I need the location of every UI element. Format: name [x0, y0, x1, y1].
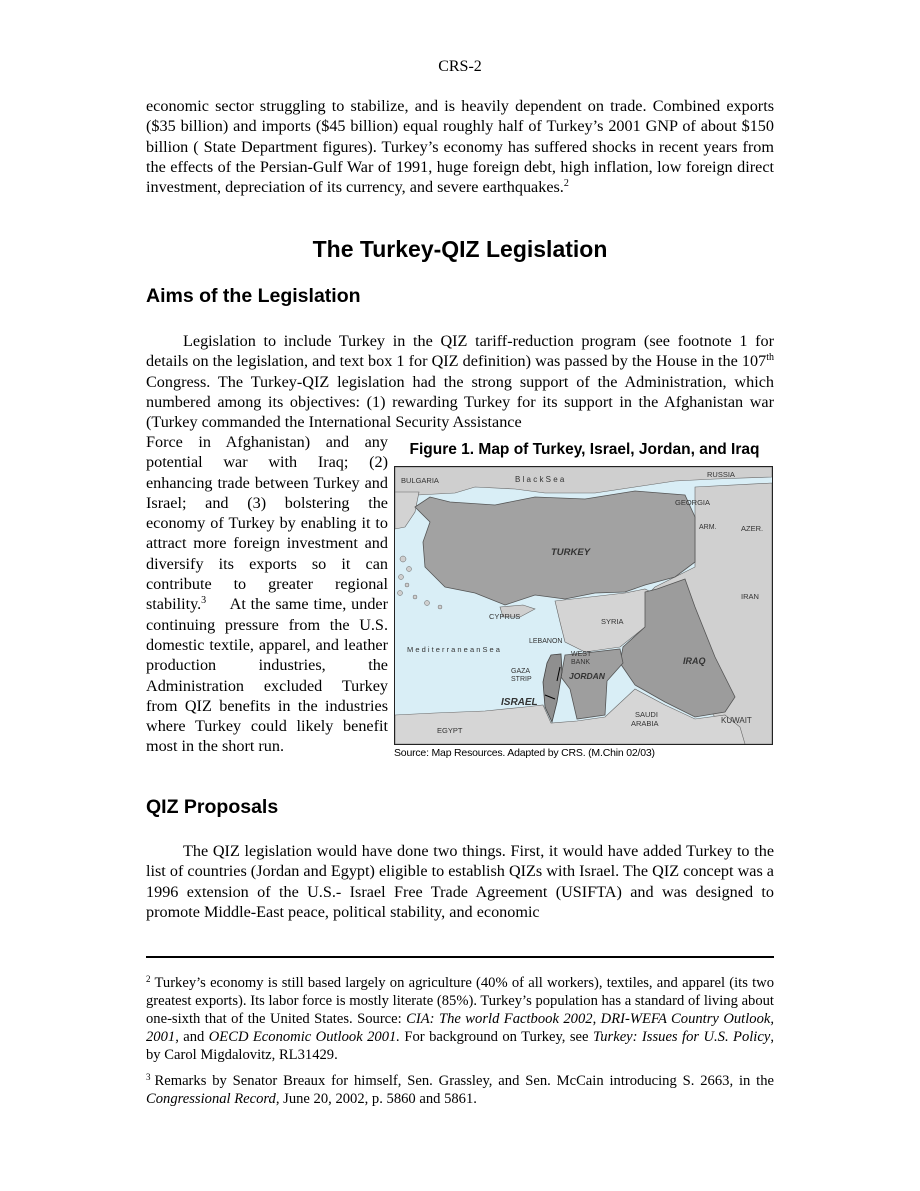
label-bank: BANK [571, 659, 591, 666]
citation-oecd: OECD Economic Outlook 2001. [208, 1029, 400, 1045]
figure-1 [394, 440, 775, 759]
label-cyprus: CYPRUS [489, 612, 521, 621]
label-arabia: ARABIA [631, 719, 659, 728]
label-jordan: JORDAN [569, 671, 605, 681]
proposals-text: The QIZ legislation would have done two things. First, it would have added Turkey to the list of countries (Jordan and Egypt) eligible to establish QIZs with Israel. The QIZ concept was a 1996 extension of the U.S.- Israel Free Trade Agreement (USIFTA) and was designed to promote Middle-East peace, political stability, and economic [146, 842, 774, 921]
figure-source: Source: Map Resources. Adapted by CRS. (M.Chin 02/03) [394, 747, 655, 759]
label-iraq: IRAQ [683, 656, 706, 666]
label-egypt: EGYPT [437, 726, 463, 735]
label-gaza: GAZA [511, 668, 531, 675]
citation-dri-wefa: DRI-WEFA Country Outlook, 2001 [146, 1011, 774, 1045]
map-turkey-israel-jordan-iraq [394, 466, 773, 745]
footnote-2-text: Turkey’s economy is still based largely on agriculture (40% of all workers), textiles, and apparel (its two greatest exports). Its labor force is mostly literate (85%). Turkey’s population has a standard of living about one-sixth that of the United States. Source: [146, 975, 774, 1027]
footnote-2-tail: , by Carol Migdalovitz, RL31429. [146, 1029, 774, 1063]
citation-cia-factbook: CIA: The world Factbook 2002 [406, 1011, 593, 1027]
footnote-ref-2[interactable]: 2 [563, 178, 569, 190]
page-header: CRS-2 [438, 58, 482, 75]
footnote-3-text: Remarks by Senator Breaux for himself, Sen. Grassley, and Sen. McCain introducing S. 2663, in the [154, 1073, 774, 1089]
aims-text-b: Congress. The Turkey-QIZ legislation had the strong support of the Administration, which numbered among its objectives: (1) rewarding Turkey for its support in the Afghanistan war (Turkey commanded the International Security Assistance [146, 372, 774, 432]
intro-paragraph [146, 96, 774, 197]
footnote-ref-3[interactable]: 3 [201, 595, 207, 607]
aims-text-c: Force in Afghanistan) and any potential war with Iraq; (2) enhancing trade between Turkey and Israel; and (3) bolstering the economy of Turkey by enabling it to attract more foreign investment and diversify its exports so it can contribute to greater regional stability. [146, 433, 388, 614]
aims-paragraph-top [146, 331, 774, 432]
proposals-heading: QIZ Proposals [146, 796, 279, 818]
label-russia: RUSSIA [707, 470, 735, 479]
footnote-divider [146, 956, 774, 958]
citation-turkey-issues: Turkey: Issues for U.S. Policy [592, 1029, 771, 1045]
label-georgia: GEORGIA [675, 498, 711, 507]
footnote-3-number: 3 [146, 1072, 151, 1082]
footnote-3-tail: , June 20, 2002, p. 5860 and 5861. [275, 1091, 477, 1107]
footnote-2-number: 2 [146, 974, 151, 984]
label-iran: IRAN [741, 592, 759, 601]
label-strip: STRIP [511, 676, 532, 683]
label-lebanon: LEBANON [529, 638, 563, 645]
section-title: The Turkey-QIZ Legislation [312, 236, 608, 262]
aims-text-a: Legislation to include Turkey in the QIZ tariff-reduction program (see footnote 1 for details on the legislation, and text box 1 for QIZ definition) was passed by the House in the 107 [146, 332, 774, 371]
footnote-2-sep-2: , and [175, 1029, 209, 1045]
footnote-2 [146, 974, 774, 1064]
footnote-2-sep-1: , [592, 1011, 601, 1027]
intro-text: economic sector struggling to stabilize, and is heavily dependent on trade. Combined exports ($35 billion) and imports ($45 billion) equal roughly half of Turkey’s 2001 GNP of about $150 billion ( State Department figures). Turkey’s economy has suffered shocks in recent years from the effects of the Persian-Gulf War of 1991, huge foreign debt, high inflation, low foreign direct investment, depreciation of its currency, and severe earthquakes. [146, 97, 774, 197]
citation-congressional-record: Congressional Record [146, 1091, 276, 1107]
label-armenia: ARM. [699, 524, 717, 531]
label-turkey: TURKEY [551, 547, 591, 558]
footnotes [146, 974, 774, 1116]
figure-title: Figure 1. Map of Turkey, Israel, Jordan, and Iraq [409, 441, 760, 458]
label-syria: SYRIA [601, 617, 624, 626]
label-azerbaijan: AZER. [741, 524, 764, 533]
ordinal-suffix: th [766, 352, 774, 364]
label-mediterranean-sea: M e d i t e r r a n e a n S e a [407, 645, 500, 654]
label-israel: ISRAEL [501, 697, 538, 708]
label-kuwait: KUWAIT [721, 716, 752, 725]
label-west: WEST [571, 651, 592, 658]
label-bulgaria: BULGARIA [401, 476, 439, 485]
aims-paragraph-wrap [146, 432, 388, 757]
aims-heading: Aims of the Legislation [146, 285, 361, 307]
footnote-2-sep-3: For background on Turkey, see [399, 1029, 593, 1045]
aims-text-d: At the same time, under continuing pressure from the U.S. domestic textile, apparel, and leather production industries, the Administration excluded Turkey from QIZ benefits in the industries where Turkey could likely benefit most in the short run. [146, 595, 389, 756]
proposals-paragraph [146, 841, 774, 922]
footnote-3 [146, 1072, 774, 1108]
label-black-sea: B l a c k S e a [515, 475, 565, 484]
label-saudi: SAUDI [635, 710, 658, 719]
